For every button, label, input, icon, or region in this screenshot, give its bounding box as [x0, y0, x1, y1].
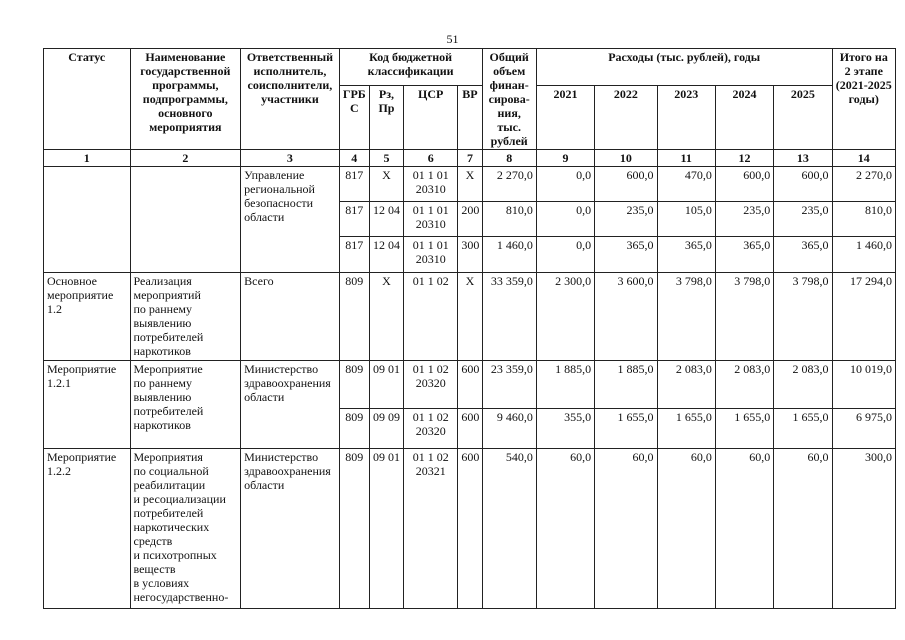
column-number: 3: [241, 150, 340, 167]
itogo-cell: 810,0: [832, 202, 895, 237]
program-name-cell: Мероприятие по раннему выявлению потребителей наркотиков: [130, 361, 241, 449]
header-year: 2021: [536, 86, 594, 150]
csr-cell: 01 1 02 20321: [404, 449, 458, 609]
year-value-cell: 0,0: [536, 202, 594, 237]
csr-cell: 01 1 01 20310: [404, 237, 458, 273]
itogo-cell: 1 460,0: [832, 237, 895, 273]
year-value-cell: 60,0: [657, 449, 715, 609]
vr-cell: 600: [458, 409, 482, 449]
vr-cell: 600: [458, 449, 482, 609]
column-number: 1: [44, 150, 131, 167]
header-total-volume: Общий объем финан-сирова-ния, тыс. рублей: [482, 49, 536, 150]
header-expenses: Расходы (тыс. рублей), годы: [536, 49, 832, 86]
year-value-cell: 0,0: [536, 167, 594, 202]
year-value-cell: 235,0: [595, 202, 657, 237]
total-cell: 1 460,0: [482, 237, 536, 273]
year-value-cell: 600,0: [715, 167, 773, 202]
status-cell: Основное мероприятие 1.2: [44, 273, 131, 361]
table-row: [44, 449, 896, 609]
vr-cell: 300: [458, 237, 482, 273]
year-value-cell: 1 655,0: [657, 409, 715, 449]
executor-cell: Всего: [241, 273, 340, 361]
year-value-cell: 235,0: [774, 202, 832, 237]
year-value-cell: 355,0: [536, 409, 594, 449]
status-cell: Мероприятие 1.2.2: [44, 449, 131, 609]
year-value-cell: 105,0: [657, 202, 715, 237]
column-number: 8: [482, 150, 536, 167]
column-number: 10: [595, 150, 657, 167]
total-cell: 810,0: [482, 202, 536, 237]
total-cell: 9 460,0: [482, 409, 536, 449]
column-number: 6: [404, 150, 458, 167]
header-year: 2022: [595, 86, 657, 150]
year-value-cell: 60,0: [536, 449, 594, 609]
program-name-cell: Мероприятия по социальной реабилитации и ресоциализации потребителей наркотических средств и психотропных веществ в условиях негосударственно-: [130, 449, 241, 609]
csr-cell: 01 1 01 20310: [404, 167, 458, 202]
column-number: 4: [339, 150, 369, 167]
year-value-cell: 2 300,0: [536, 273, 594, 361]
rzpr-cell: 12 04: [369, 237, 403, 273]
status-cell: Мероприятие 1.2.1: [44, 361, 131, 449]
year-value-cell: 3 798,0: [715, 273, 773, 361]
year-value-cell: 235,0: [715, 202, 773, 237]
total-cell: 23 359,0: [482, 361, 536, 409]
total-cell: 540,0: [482, 449, 536, 609]
vr-cell: X: [458, 273, 482, 361]
vr-cell: 600: [458, 361, 482, 409]
header-rzpr: Рз, Пр: [369, 86, 403, 150]
itogo-cell: 10 019,0: [832, 361, 895, 409]
page-number: 51: [446, 32, 459, 46]
year-value-cell: 1 655,0: [595, 409, 657, 449]
itogo-cell: 2 270,0: [832, 167, 895, 202]
rzpr-cell: 09 09: [369, 409, 403, 449]
header-itogo: Итого на 2 этапе (2021-2025 годы): [832, 49, 895, 150]
executor-cell: Министерство здравоохранения области: [241, 361, 340, 449]
table-header: [44, 49, 896, 167]
csr-cell: 01 1 02 20320: [404, 361, 458, 409]
table-row: [44, 273, 896, 361]
budget-table: [43, 48, 896, 609]
header-grbs: ГРБ С: [339, 86, 369, 150]
column-number: 9: [536, 150, 594, 167]
year-value-cell: 365,0: [774, 237, 832, 273]
executor-cell: Управление региональной безопасности области: [241, 167, 340, 273]
csr-cell: 01 1 01 20310: [404, 202, 458, 237]
itogo-cell: 300,0: [832, 449, 895, 609]
column-number: 14: [832, 150, 895, 167]
header-year: 2023: [657, 86, 715, 150]
total-cell: 33 359,0: [482, 273, 536, 361]
table-body: [44, 167, 896, 609]
table-row: [44, 167, 896, 202]
year-value-cell: 600,0: [774, 167, 832, 202]
rzpr-cell: 09 01: [369, 361, 403, 409]
header-year: 2024: [715, 86, 773, 150]
year-value-cell: 3 798,0: [657, 273, 715, 361]
year-value-cell: 1 655,0: [715, 409, 773, 449]
year-value-cell: 0,0: [536, 237, 594, 273]
header-vr: ВР: [458, 86, 482, 150]
rzpr-cell: 09 01: [369, 449, 403, 609]
column-number: 12: [715, 150, 773, 167]
year-value-cell: 3 600,0: [595, 273, 657, 361]
year-value-cell: 60,0: [595, 449, 657, 609]
year-value-cell: 365,0: [595, 237, 657, 273]
column-number: 13: [774, 150, 832, 167]
grbs-cell: 817: [339, 202, 369, 237]
column-number-row: [44, 150, 896, 167]
year-value-cell: 1 885,0: [536, 361, 594, 409]
grbs-cell: 809: [339, 361, 369, 409]
program-name-cell: Реализация мероприятий по раннему выявлению потребителей наркотиков: [130, 273, 241, 361]
executor-cell: Министерство здравоохранения области: [241, 449, 340, 609]
year-value-cell: 60,0: [774, 449, 832, 609]
header-budget-code: Код бюджетной классификации: [339, 49, 482, 86]
grbs-cell: 817: [339, 237, 369, 273]
grbs-cell: 809: [339, 409, 369, 449]
rzpr-cell: X: [369, 167, 403, 202]
year-value-cell: 1 885,0: [595, 361, 657, 409]
itogo-cell: 6 975,0: [832, 409, 895, 449]
header-year: 2025: [774, 86, 832, 150]
itogo-cell: 17 294,0: [832, 273, 895, 361]
year-value-cell: 1 655,0: [774, 409, 832, 449]
grbs-cell: 817: [339, 167, 369, 202]
rzpr-cell: 12 04: [369, 202, 403, 237]
status-cell: [44, 167, 131, 273]
column-number: 5: [369, 150, 403, 167]
year-value-cell: 3 798,0: [774, 273, 832, 361]
csr-cell: 01 1 02: [404, 273, 458, 361]
year-value-cell: 470,0: [657, 167, 715, 202]
table-row: [44, 361, 896, 409]
csr-cell: 01 1 02 20320: [404, 409, 458, 449]
total-cell: 2 270,0: [482, 167, 536, 202]
year-value-cell: 2 083,0: [715, 361, 773, 409]
year-value-cell: 2 083,0: [774, 361, 832, 409]
grbs-cell: 809: [339, 449, 369, 609]
vr-cell: X: [458, 167, 482, 202]
header-status: Статус: [44, 49, 131, 150]
year-value-cell: 365,0: [715, 237, 773, 273]
vr-cell: 200: [458, 202, 482, 237]
header-executor: Ответственный исполнитель, соисполнители, участники: [241, 49, 340, 150]
header-name: Наименование государственной программы, подпрограммы, основного мероприятия: [130, 49, 241, 150]
year-value-cell: 2 083,0: [657, 361, 715, 409]
year-value-cell: 60,0: [715, 449, 773, 609]
column-number: 2: [130, 150, 241, 167]
grbs-cell: 809: [339, 273, 369, 361]
column-number: 11: [657, 150, 715, 167]
column-number: 7: [458, 150, 482, 167]
header-csr: ЦСР: [404, 86, 458, 150]
rzpr-cell: X: [369, 273, 403, 361]
year-value-cell: 365,0: [657, 237, 715, 273]
program-name-cell: [130, 167, 241, 273]
year-value-cell: 600,0: [595, 167, 657, 202]
